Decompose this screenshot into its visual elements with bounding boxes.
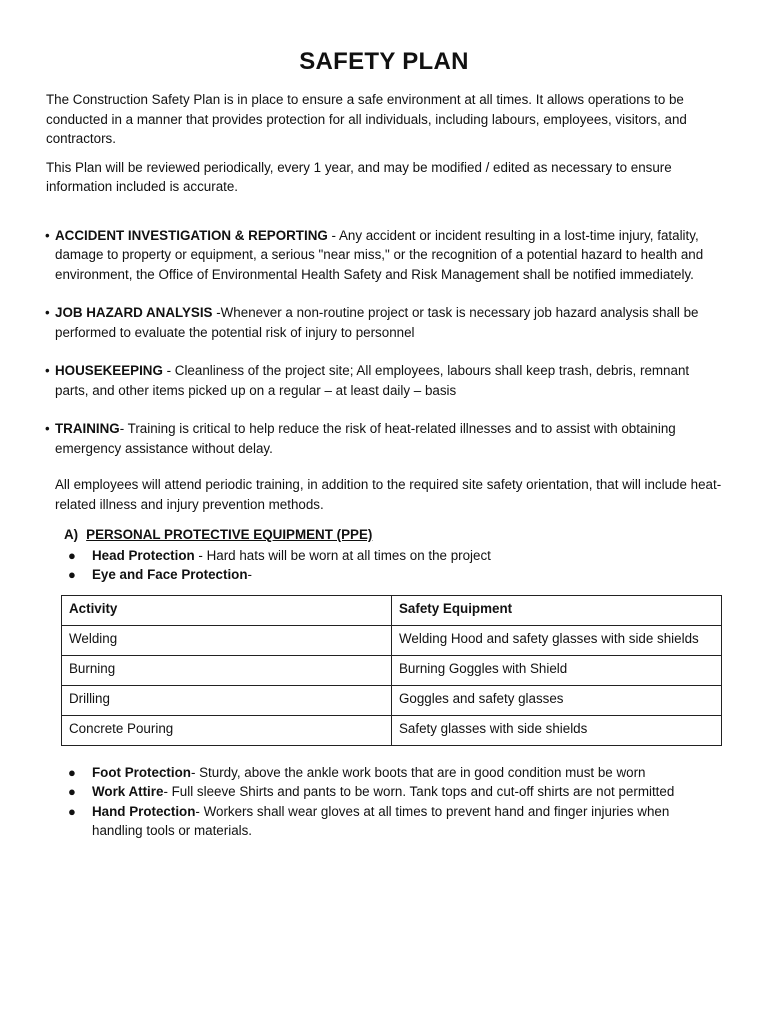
page-title: SAFETY PLAN — [299, 48, 469, 75]
item-text: -Whenever a non-routine project or task is necessary job hazard analysis shall be performed to evaluate the potential risk of injury to personnel — [55, 305, 699, 340]
item-term: HOUSEKEEPING — [55, 363, 163, 378]
activity-cell: Burning — [62, 655, 392, 685]
ppe-list-bottom — [46, 763, 722, 841]
ppe-heading — [46, 525, 722, 545]
item-text: - Full sleeve Shirts and pants to be worn. Tank tops and cut-off shirts are not permitted — [163, 784, 675, 799]
item-term: Hand Protection — [92, 803, 196, 819]
bullet-icon: ● — [68, 764, 76, 780]
bullet-icon: ● — [68, 803, 76, 819]
bullet-icon: • — [45, 227, 50, 243]
column-header: Activity — [62, 595, 392, 625]
list-item — [46, 226, 722, 285]
item-text: - — [247, 567, 252, 582]
item-term: JOB HAZARD ANALYSIS — [55, 305, 213, 320]
equipment-cell: Safety glasses with side shields — [392, 715, 722, 745]
list-item — [46, 565, 722, 585]
item-term: ACCIDENT INVESTIGATION & REPORTING — [55, 227, 328, 243]
item-term: TRAINING — [55, 421, 120, 436]
equipment-cell: Welding Hood and safety glasses with side shields — [392, 625, 722, 655]
item-text: - Training is critical to help reduce the risk of heat-related illnesses and to assist with obtaining emergency assistance without delay. — [55, 421, 676, 456]
section-title: PERSONAL PROTECTIVE EQUIPMENT (PPE) — [86, 527, 373, 542]
column-header: Safety Equipment — [392, 595, 722, 625]
bullet-icon: ● — [68, 784, 76, 799]
equipment-cell: Burning Goggles with Shield — [392, 655, 722, 685]
ppe-list-top — [46, 546, 722, 585]
activity-cell: Welding — [62, 625, 392, 655]
item-text: - Workers shall wear gloves at all times to prevent hand and finger injuries when handling tools or materials. — [92, 803, 670, 838]
activity-cell: Drilling — [62, 685, 392, 715]
table-row — [62, 625, 722, 655]
item-text: - Hard hats will be worn at all times on the project — [194, 547, 491, 563]
equipment-cell: Goggles and safety glasses — [392, 685, 722, 715]
bullet-icon: • — [45, 305, 50, 320]
item-term: Head Protection — [92, 547, 195, 563]
item-text: - Cleanliness of the project site; All employees, labours shall keep trash, debris, remnant parts, and other items picked up on a regular – at least daily – basis — [55, 363, 690, 398]
review-paragraph: This Plan will be reviewed periodically, every 1 year, and may be modified / edited as necessary to ensure information included is accurate. — [46, 159, 672, 194]
list-item — [46, 361, 722, 400]
table-row — [62, 685, 722, 715]
policy-list — [46, 226, 722, 459]
item-term: Foot Protection — [92, 764, 191, 780]
item-term: Eye and Face Protection — [92, 567, 248, 582]
bullet-icon: ● — [68, 547, 76, 563]
training-note: All employees will attend periodic training, in addition to the required site safety orientation, that will include heat-related illness and injury prevention methods. — [55, 477, 722, 512]
section-label: A) — [64, 527, 79, 542]
list-item — [46, 782, 722, 802]
list-item — [46, 419, 722, 458]
table-header-row — [62, 595, 722, 625]
bullet-icon: • — [45, 421, 50, 436]
item-term: Work Attire — [92, 784, 164, 799]
list-item — [46, 303, 722, 342]
activity-cell: Concrete Pouring — [62, 715, 392, 745]
intro-paragraph: The Construction Safety Plan is in place to ensure a safe environment at all times. It allows operations to be conducted in a manner that provides protection for all individuals, including labours, employees, visitors, and contractors. — [46, 92, 687, 146]
bullet-icon: ● — [68, 567, 76, 582]
list-item — [46, 763, 722, 783]
table-row — [62, 655, 722, 685]
list-item — [46, 546, 722, 566]
item-text: - Sturdy, above the ankle work boots that are in good condition must be worn — [190, 764, 646, 780]
bullet-icon: • — [45, 363, 50, 378]
ppe-table — [61, 595, 722, 746]
table-row — [62, 715, 722, 745]
list-item — [46, 802, 722, 841]
item-text: - Any accident or incident resulting in a lost-time injury, fatality, damage to property or equipment, a serious "near miss," or the recognition of a potential hazard to health and environment, the Office of Environmental Health Safety and Risk Management shall be notified immediately. — [55, 227, 704, 282]
